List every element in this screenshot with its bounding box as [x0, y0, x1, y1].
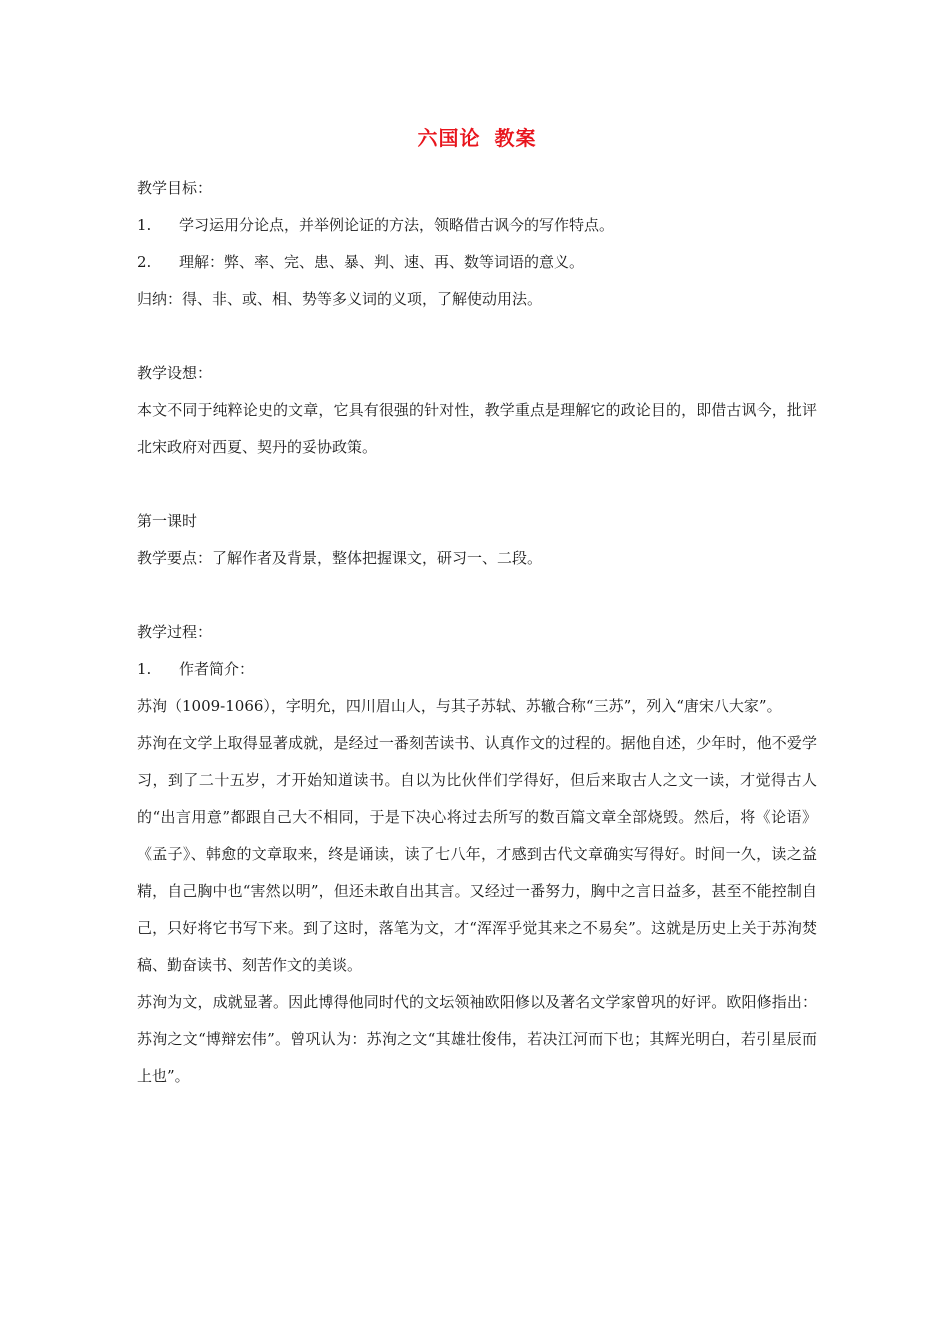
objective-number: 2.	[137, 253, 152, 271]
author-study-paragraph: 苏洵在文学上取得显著成就，是经过一番刻苦读书、认真作文的过程的。据他自述，少年时，他不爱学习，到了二十五岁，才开始知道读书。自以为比伙伴们学得好，但后来取古人之文一读，才觉得古人的“出言用意”都跟自己大不相同，于是下决心将过去所写的数百篇文章全部烧毁。然后，将《论语》《孟子》、韩愈的文章取来，终是诵读，读了七八年，才感到古代文章确实写得好。时间一久，读之益精，自己胸中也“害然以明”，但还未敢自出其言。又经过一番努力，胸中之言日益多，甚至不能控制自己，只好将它书写下来。到了这时，落笔为文，才“浑浑乎觉其来之不易矣”。这就是历史上关于苏洵焚稿、勤奋读书、刻苦作文的美谈。	[137, 734, 817, 974]
process-item	[137, 651, 817, 688]
objective-item	[137, 207, 817, 244]
process-item-text: 作者简介：	[179, 660, 255, 678]
objectives-summary: 归纳：得、非、或、相、势等多义词的义项，了解使动用法。	[137, 290, 543, 308]
section-spacer	[137, 466, 817, 503]
objective-text: 理解：弊、率、完、患、暴、判、速、再、数等词语的意义。	[179, 253, 585, 271]
lesson-points: 教学要点：了解作者及背景，整体把握课文，研习一、二段。	[137, 549, 543, 567]
process-item-number: 1.	[137, 660, 152, 678]
document-title: 六国论 教案	[417, 126, 537, 150]
author-praise-paragraph: 苏洵为文，成就显著。因此博得他同时代的文坛领袖欧阳修以及著名文学家曾巩的好评。欧阳修指出：苏洵之文“博辩宏伟”。曾巩认为：苏洵之文“其雄壮俊伟，若决江河而下也；其辉光明白，若引星辰而上也”。	[137, 993, 817, 1085]
section-spacer	[137, 318, 817, 355]
document-page	[137, 120, 817, 1095]
process-heading: 教学过程：	[137, 623, 213, 641]
section-spacer	[137, 577, 817, 614]
objective-text: 学习运用分论点，并举例论证的方法，领略借古讽今的写作特点。	[179, 216, 615, 234]
design-text: 本文不同于纯粹论史的文章，它具有很强的针对性，教学重点是理解它的政论目的，即借古讽今，批评北宋政府对西夏、契丹的妥协政策。	[137, 401, 817, 456]
author-intro-paragraph: 苏洵（1009-1066），字明允，四川眉山人，与其子苏轼、苏辙合称“三苏”，列入“唐宋八大家”。	[137, 697, 782, 715]
design-heading: 教学设想：	[137, 364, 213, 382]
objectives-heading: 教学目标：	[137, 179, 213, 197]
lesson-heading: 第一课时	[137, 512, 198, 530]
objective-number: 1.	[137, 216, 152, 234]
objective-item	[137, 244, 817, 281]
